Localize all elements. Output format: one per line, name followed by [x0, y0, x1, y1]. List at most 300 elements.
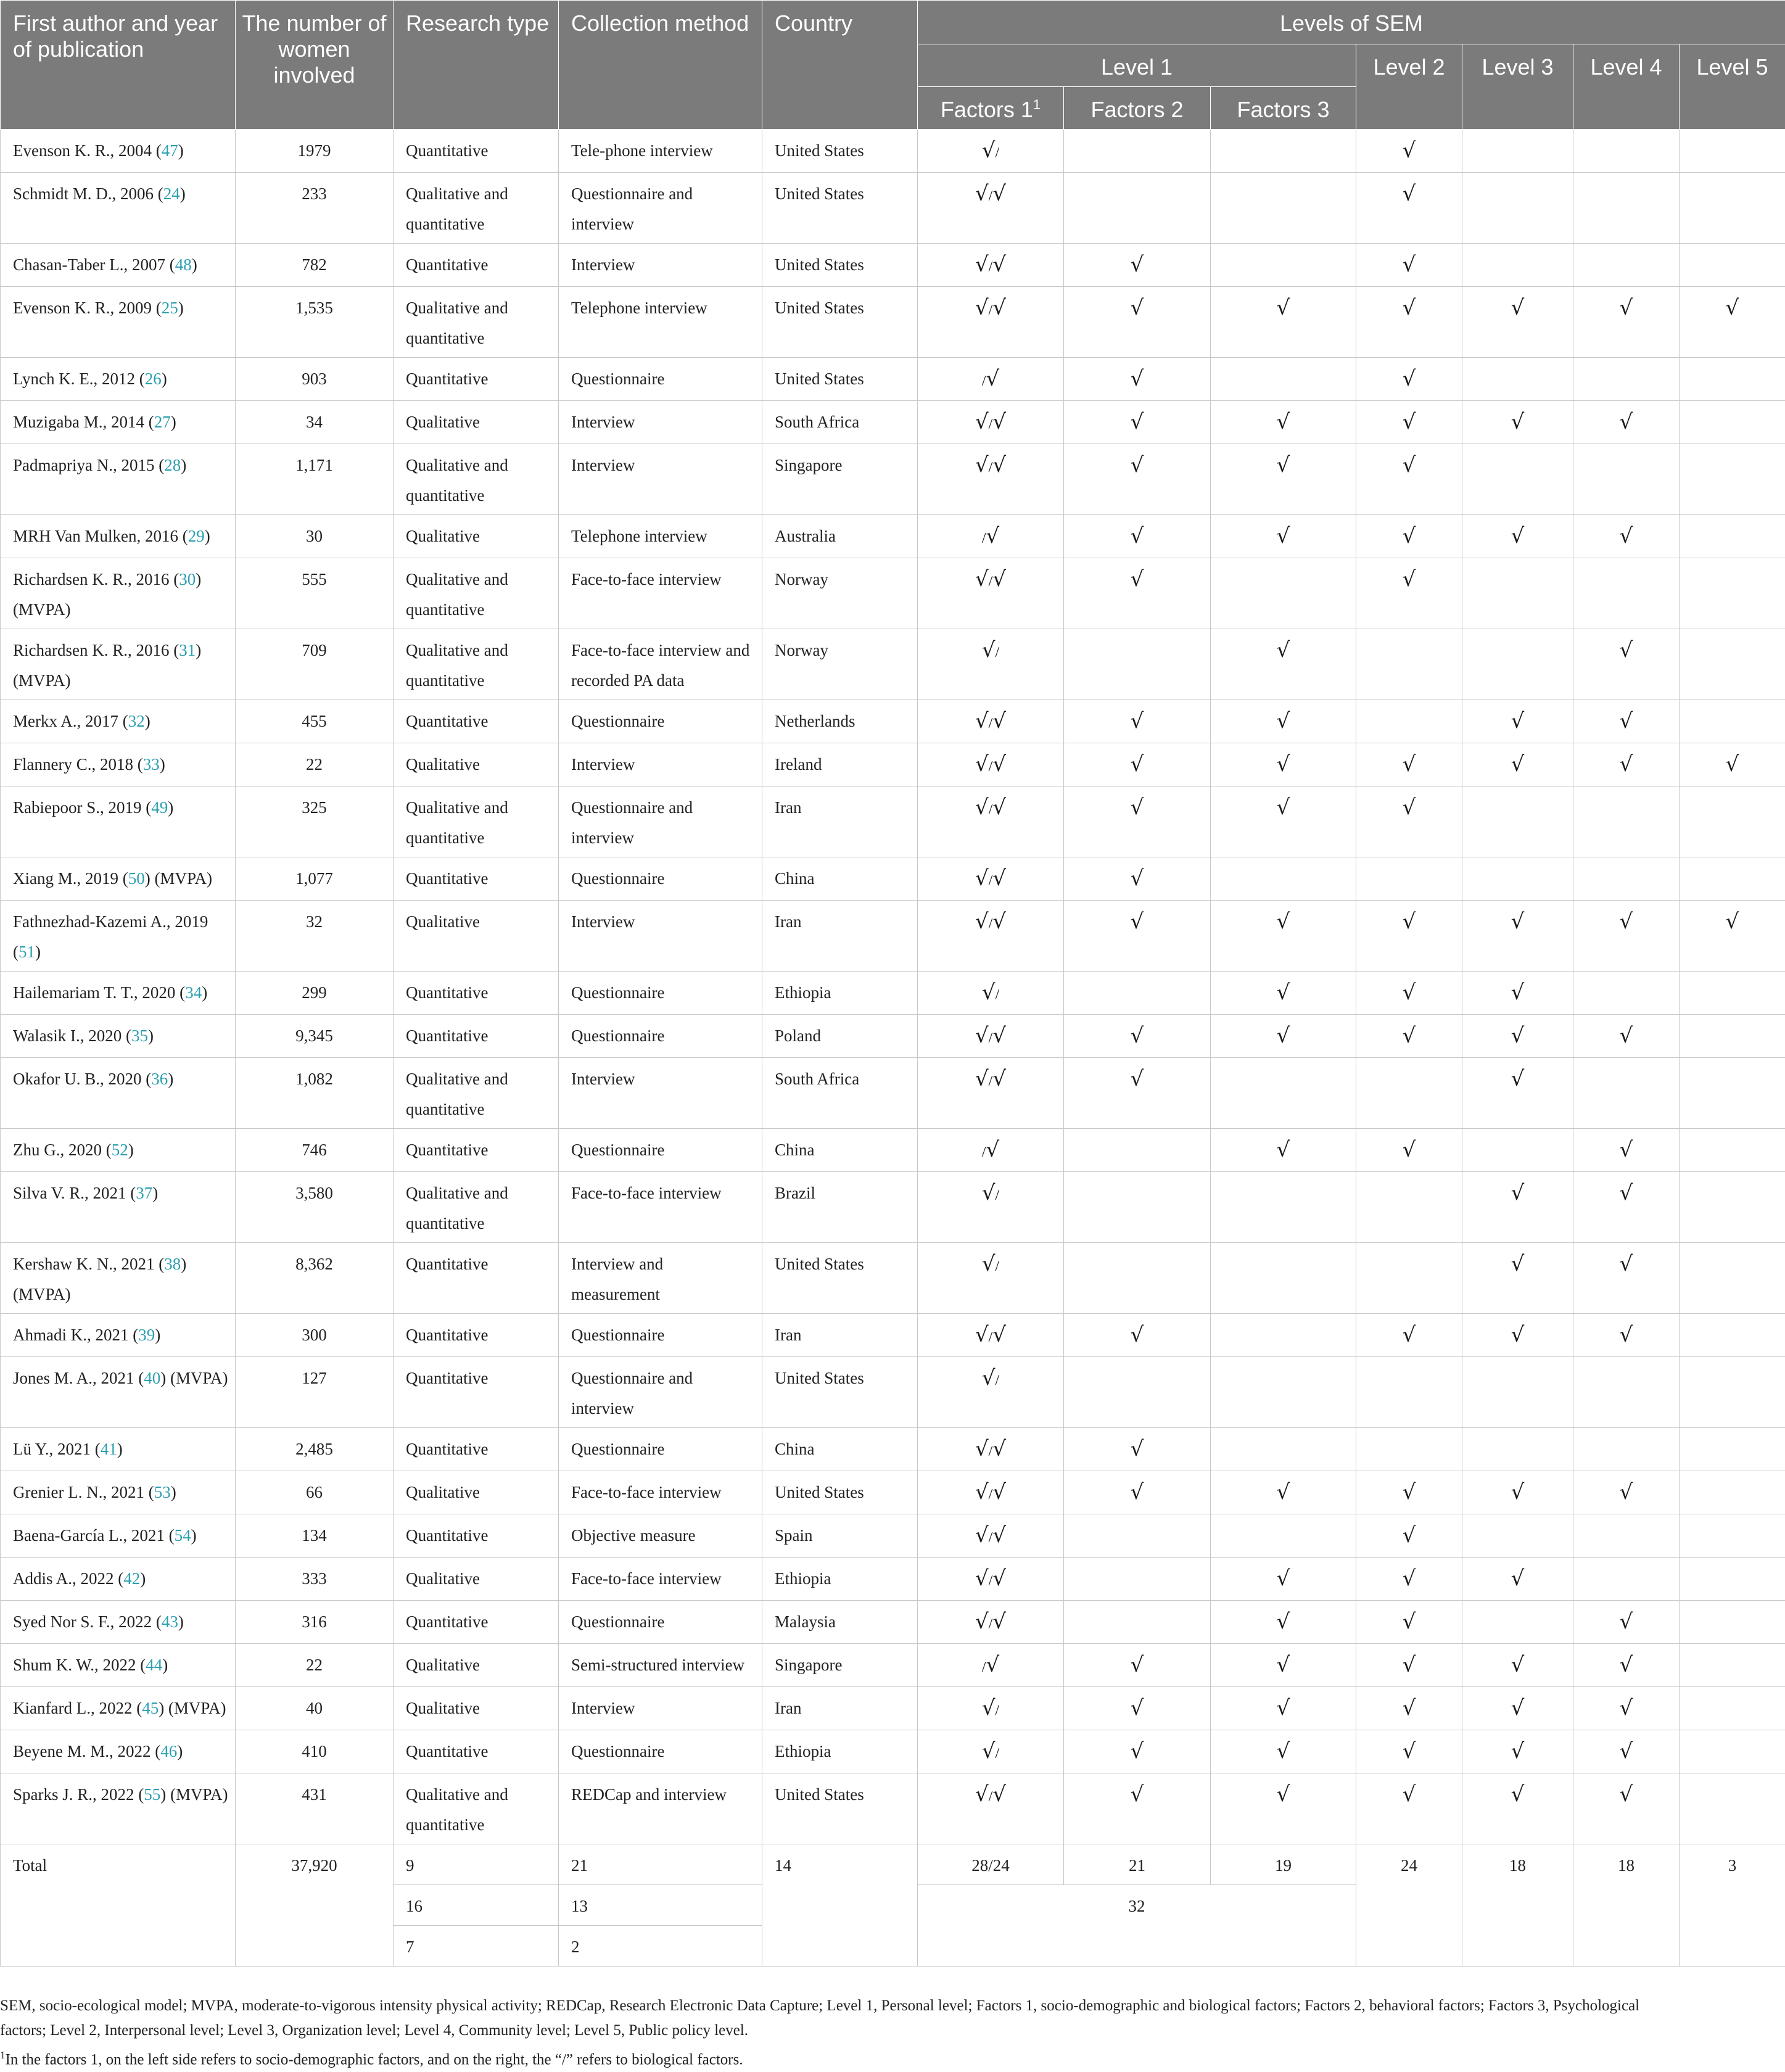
factors1-slash: / — [988, 1789, 993, 1805]
cell-f2 — [1064, 173, 1211, 244]
cell-author — [1, 1730, 236, 1773]
check-mark-right: √ — [992, 1067, 1006, 1091]
cell-l3 — [1462, 1644, 1573, 1687]
total-type — [394, 1844, 559, 1885]
cell-l2 — [1356, 743, 1462, 786]
cell-text: 18 — [1618, 1856, 1635, 1875]
cell-l4 — [1573, 401, 1680, 444]
check-mark: √ — [1511, 524, 1525, 548]
cell-l4 — [1573, 1172, 1680, 1243]
factors1-slash: / — [988, 1530, 993, 1546]
cell-text: 9,345 — [295, 1026, 333, 1045]
reference-link[interactable]: 45 — [142, 1699, 159, 1717]
cell-text: United States — [775, 255, 864, 274]
cell-l2 — [1356, 244, 1462, 287]
cell-f2 — [1064, 1129, 1211, 1172]
cell-author — [1, 130, 236, 173]
cell-f3 — [1211, 972, 1356, 1015]
cell-l5 — [1680, 1129, 1785, 1172]
cell-l3 — [1462, 1357, 1573, 1428]
check-mark: √ — [1402, 1323, 1416, 1347]
check-mark: √ — [1619, 1480, 1633, 1504]
check-mark: √ — [1130, 567, 1144, 592]
header-collection-method: Collection method — [559, 1, 762, 130]
check-mark: √ — [1725, 752, 1739, 777]
reference-link[interactable]: 25 — [161, 299, 178, 317]
cell-l2 — [1356, 287, 1462, 358]
cell-l3 — [1462, 1471, 1573, 1514]
check-mark-left: √ — [975, 1782, 989, 1807]
cell-text: 431 — [302, 1785, 327, 1804]
cell-research-type — [394, 1730, 559, 1773]
reference-link[interactable]: 27 — [154, 413, 171, 431]
check-mark: √ — [1402, 795, 1416, 820]
author-text: Chasan-Taber L., 2007 ( — [13, 255, 175, 274]
reference-link[interactable]: 31 — [179, 641, 196, 659]
author-suffix: ) — [170, 1483, 176, 1501]
cell-country — [762, 244, 918, 287]
cell-l2 — [1356, 1172, 1462, 1243]
check-mark: √ — [1402, 567, 1416, 592]
cell-collection-method — [559, 173, 762, 244]
cell-research-type — [394, 1015, 559, 1058]
cell-text: United States — [775, 1369, 864, 1387]
cell-text: Quantitative — [406, 1440, 489, 1458]
cell-l5 — [1680, 743, 1785, 786]
cell-l5 — [1680, 629, 1785, 700]
check-mark-right: √ — [986, 524, 1000, 548]
cell-text: Quantitative — [406, 869, 489, 888]
table-row — [1, 972, 1785, 1015]
table-row — [1, 358, 1785, 401]
cell-f2 — [1064, 700, 1211, 743]
check-mark: √ — [1276, 1566, 1290, 1591]
cell-text: Face-to-face interview — [571, 570, 722, 588]
cell-l3 — [1462, 972, 1573, 1015]
table-row — [1, 287, 1785, 358]
cell-f3 — [1211, 1514, 1356, 1558]
cell-text: Quantitative — [406, 983, 489, 1002]
check-mark: √ — [1130, 453, 1144, 477]
cell-l5 — [1680, 901, 1785, 972]
cell-text: Iran — [775, 1699, 802, 1717]
cell-women — [236, 1357, 394, 1428]
author-suffix: ) — [204, 527, 210, 545]
cell-factors1 — [918, 1644, 1064, 1687]
cell-text: 30 — [306, 527, 323, 545]
cell-author — [1, 1558, 236, 1601]
cell-l5 — [1680, 1015, 1785, 1058]
check-mark-left: √ — [975, 1609, 989, 1634]
header-factors1-label: Factors 1 — [940, 97, 1033, 122]
cell-research-type — [394, 901, 559, 972]
cell-author — [1, 358, 236, 401]
cell-l2 — [1356, 1058, 1462, 1129]
check-mark: √ — [1276, 909, 1290, 934]
cell-f2 — [1064, 1773, 1211, 1844]
author-text: Richardsen K. R., 2016 ( — [13, 641, 179, 659]
check-mark: √ — [1619, 295, 1633, 320]
cell-l5 — [1680, 1601, 1785, 1644]
cell-text: Qualitative and quantitative — [406, 641, 508, 690]
factors1-slash: / — [988, 1073, 993, 1089]
cell-research-type — [394, 1773, 559, 1844]
cell-f2 — [1064, 1314, 1211, 1357]
table-row — [1, 1601, 1785, 1644]
cell-country — [762, 1314, 918, 1357]
cell-country — [762, 515, 918, 558]
reference-link[interactable]: 43 — [161, 1612, 178, 1631]
cell-f2 — [1064, 358, 1211, 401]
cell-l3 — [1462, 1687, 1573, 1730]
author-text: Hailemariam T. T., 2020 ( — [13, 983, 186, 1002]
cell-text: Questionnaire — [571, 369, 665, 388]
cell-women — [236, 401, 394, 444]
cell-collection-method — [559, 700, 762, 743]
reference-link[interactable]: 37 — [136, 1184, 153, 1202]
reference-link[interactable]: 53 — [154, 1483, 171, 1501]
cell-text: Questionnaire — [571, 869, 665, 888]
cell-author — [1, 857, 236, 901]
cell-text: Questionnaire and interview — [571, 184, 693, 233]
cell-f2 — [1064, 130, 1211, 173]
table-row — [1, 901, 1785, 972]
cell-factors1 — [918, 1428, 1064, 1471]
reference-link[interactable]: 55 — [144, 1785, 161, 1804]
cell-text: Ethiopia — [775, 1742, 831, 1760]
author-text: Walasik I., 2020 ( — [13, 1026, 132, 1045]
cell-author — [1, 786, 236, 857]
author-suffix: ) — [170, 413, 176, 431]
check-mark: √ — [1130, 752, 1144, 777]
check-mark: √ — [1130, 295, 1144, 320]
cell-f2 — [1064, 1514, 1211, 1558]
reference-link[interactable]: 46 — [160, 1742, 178, 1760]
cell-l4 — [1573, 244, 1680, 287]
header-level1: Level 1 — [918, 44, 1356, 87]
cell-text: 19 — [1275, 1856, 1292, 1875]
check-mark-left: √ — [975, 1023, 989, 1048]
reference-link[interactable]: 28 — [164, 456, 181, 474]
cell-l5 — [1680, 1058, 1785, 1129]
table-row — [1, 1357, 1785, 1428]
cell-country — [762, 1514, 918, 1558]
cell-country — [762, 857, 918, 901]
cell-l4 — [1573, 1129, 1680, 1172]
cell-l2 — [1356, 1471, 1462, 1514]
check-mark: √ — [1130, 1739, 1144, 1764]
header-factors2: Factors 2 — [1064, 87, 1211, 130]
check-mark: √ — [1276, 1653, 1290, 1677]
cell-research-type — [394, 1644, 559, 1687]
author-suffix: ) — [140, 1569, 146, 1588]
factors1-slash: / — [988, 1616, 993, 1632]
reference-link[interactable]: 50 — [128, 869, 145, 888]
reference-link[interactable]: 36 — [151, 1070, 168, 1088]
reference-link[interactable]: 54 — [174, 1526, 191, 1545]
check-mark: √ — [1402, 980, 1416, 1005]
total-method — [559, 1926, 762, 1967]
cell-text: 16 — [406, 1897, 423, 1915]
cell-author — [1, 700, 236, 743]
reference-link[interactable]: 48 — [175, 255, 192, 274]
cell-text: Quantitative — [406, 255, 489, 274]
check-mark: √ — [1511, 1181, 1525, 1205]
cell-women — [236, 1428, 394, 1471]
cell-text: Questionnaire and interview — [571, 798, 693, 847]
check-mark: √ — [1402, 1739, 1416, 1764]
table-row — [1, 1129, 1785, 1172]
cell-l3 — [1462, 244, 1573, 287]
cell-text: Interview — [571, 1070, 635, 1088]
cell-l2 — [1356, 401, 1462, 444]
table-row — [1, 558, 1785, 629]
cell-l5 — [1680, 358, 1785, 401]
check-mark: √ — [1725, 295, 1739, 320]
check-mark-right: √ — [992, 1609, 1006, 1634]
cell-f3 — [1211, 1428, 1356, 1471]
cell-research-type — [394, 743, 559, 786]
cell-text: Telephone interview — [571, 299, 707, 317]
check-mark: √ — [1619, 638, 1633, 662]
reference-link[interactable]: 51 — [19, 943, 35, 961]
check-mark-right: √ — [992, 252, 1006, 277]
author-text: Schmidt M. D., 2006 ( — [13, 184, 163, 203]
factors1-slash: / — [988, 259, 993, 275]
cell-f2 — [1064, 1428, 1211, 1471]
reference-link[interactable]: 30 — [179, 570, 196, 588]
cell-l4 — [1573, 857, 1680, 901]
author-text: Kershaw K. N., 2021 ( — [13, 1255, 165, 1273]
cell-l3 — [1462, 130, 1573, 173]
cell-text: 746 — [302, 1141, 327, 1159]
total-f1 — [918, 1844, 1064, 1885]
cell-collection-method — [559, 1243, 762, 1314]
author-suffix: ) — [161, 369, 167, 388]
cell-text: Questionnaire — [571, 1326, 665, 1344]
check-mark: √ — [1402, 1023, 1416, 1048]
cell-f2 — [1064, 1015, 1211, 1058]
cell-text: Quantitative — [406, 1141, 489, 1159]
check-mark: √ — [1276, 1696, 1290, 1720]
cell-f3 — [1211, 1558, 1356, 1601]
author-suffix: ) — [117, 1440, 123, 1458]
reference-link[interactable]: 40 — [144, 1369, 161, 1387]
cell-l3 — [1462, 700, 1573, 743]
cell-text: 2,485 — [295, 1440, 333, 1458]
author-suffix: ) — [152, 1184, 159, 1202]
author-text: Xiang M., 2019 ( — [13, 869, 128, 888]
reference-link[interactable]: 24 — [163, 184, 180, 203]
check-mark-left: √ — [975, 1323, 989, 1347]
table-header — [1, 1, 1785, 130]
reference-link[interactable]: 44 — [146, 1656, 163, 1674]
cell-text: Interview — [571, 912, 635, 931]
cell-text: 18 — [1509, 1856, 1526, 1875]
check-mark: √ — [1619, 1323, 1633, 1347]
cell-collection-method — [559, 358, 762, 401]
cell-research-type — [394, 358, 559, 401]
cell-text: Qualitative and quantitative — [406, 299, 508, 347]
cell-text: 8,362 — [295, 1255, 333, 1273]
total-method — [559, 1844, 762, 1885]
factors1-slash: / — [995, 1258, 1000, 1274]
cell-country — [762, 1471, 918, 1514]
cell-research-type — [394, 1357, 559, 1428]
cell-text: Qualitative — [406, 1699, 480, 1717]
header-level3: Level 3 — [1462, 44, 1573, 130]
check-mark-left: √ — [981, 1252, 996, 1276]
check-mark: √ — [1402, 1653, 1416, 1677]
cell-factors1 — [918, 358, 1064, 401]
cell-f2 — [1064, 1644, 1211, 1687]
cell-country — [762, 629, 918, 700]
cell-collection-method — [559, 244, 762, 287]
header-level4: Level 4 — [1573, 44, 1680, 130]
author-suffix: ) (MVPA) — [13, 641, 202, 690]
cell-country — [762, 1428, 918, 1471]
check-mark: √ — [1511, 410, 1525, 434]
table-row — [1, 857, 1785, 901]
factors1-slash: / — [988, 188, 993, 204]
reference-link[interactable]: 49 — [151, 798, 168, 817]
total-country — [762, 1844, 918, 1967]
cell-women — [236, 1172, 394, 1243]
cell-l4 — [1573, 1558, 1680, 1601]
cell-l3 — [1462, 1243, 1573, 1314]
cell-research-type — [394, 1129, 559, 1172]
cell-country — [762, 1357, 918, 1428]
cell-collection-method — [559, 1428, 762, 1471]
reference-link[interactable]: 33 — [142, 755, 160, 774]
cell-country — [762, 700, 918, 743]
factors1-slash: / — [988, 574, 993, 590]
author-text: Syed Nor S. F., 2022 ( — [13, 1612, 162, 1631]
check-mark: √ — [1276, 453, 1290, 477]
cell-text: Iran — [775, 798, 802, 817]
reference-link[interactable]: 42 — [123, 1569, 141, 1588]
cell-factors1 — [918, 1172, 1064, 1243]
cell-l2 — [1356, 1558, 1462, 1601]
cell-text: Qualitative — [406, 1656, 480, 1674]
check-mark-left: √ — [981, 1739, 996, 1764]
cell-women — [236, 1773, 394, 1844]
check-mark: √ — [1619, 752, 1633, 777]
reference-link[interactable]: 52 — [111, 1141, 128, 1159]
check-mark-right: √ — [992, 1566, 1006, 1591]
reference-link[interactable]: 32 — [128, 712, 145, 730]
reference-link[interactable]: 35 — [131, 1026, 149, 1045]
check-mark: √ — [1130, 909, 1144, 934]
cell-women — [236, 558, 394, 629]
factors1-slash: / — [988, 302, 993, 318]
reference-link[interactable]: 26 — [144, 369, 162, 388]
cell-text: Tele-phone interview — [571, 141, 713, 160]
cell-text: Interview and measurement — [571, 1255, 664, 1303]
cell-collection-method — [559, 1558, 762, 1601]
cell-l3 — [1462, 743, 1573, 786]
total-l5 — [1680, 1844, 1785, 1967]
cell-research-type — [394, 130, 559, 173]
cell-l4 — [1573, 1243, 1680, 1314]
reference-link[interactable]: 29 — [188, 527, 205, 545]
cell-author — [1, 1314, 236, 1357]
cell-women — [236, 287, 394, 358]
cell-text: 32 — [1128, 1897, 1145, 1915]
check-mark: √ — [1130, 709, 1144, 733]
check-mark: √ — [1402, 295, 1416, 320]
author-text: Lynch K. E., 2012 ( — [13, 369, 145, 388]
author-text: Jones M. A., 2021 ( — [13, 1369, 144, 1387]
cell-women — [236, 1471, 394, 1514]
cell-women — [236, 972, 394, 1015]
check-mark-right: √ — [992, 795, 1006, 820]
cell-collection-method — [559, 558, 762, 629]
cell-f2 — [1064, 786, 1211, 857]
check-mark: √ — [1130, 1023, 1144, 1048]
cell-text: 1979 — [297, 141, 331, 160]
cell-author — [1, 1644, 236, 1687]
cell-text: Questionnaire — [571, 1141, 665, 1159]
cell-l3 — [1462, 515, 1573, 558]
reference-link[interactable]: 38 — [164, 1255, 181, 1273]
check-mark: √ — [1130, 410, 1144, 434]
reference-link[interactable]: 47 — [161, 141, 178, 160]
cell-l2 — [1356, 1601, 1462, 1644]
reference-link[interactable]: 34 — [185, 983, 202, 1002]
cell-author — [1, 1015, 236, 1058]
cell-text: Quantitative — [406, 1255, 489, 1273]
cell-text: Iran — [775, 1326, 802, 1344]
author-text: Okafor U. B., 2020 ( — [13, 1070, 152, 1088]
cell-author — [1, 1514, 236, 1558]
cell-f3 — [1211, 743, 1356, 786]
cell-l2 — [1356, 1687, 1462, 1730]
cell-l5 — [1680, 700, 1785, 743]
cell-women — [236, 1058, 394, 1129]
reference-link[interactable]: 41 — [100, 1440, 117, 1458]
cell-text: Qualitative — [406, 755, 480, 774]
check-mark-right: √ — [992, 410, 1006, 434]
cell-factors1 — [918, 130, 1064, 173]
reference-link[interactable]: 39 — [138, 1326, 155, 1344]
check-mark-right: √ — [992, 181, 1006, 206]
cell-text: Face-to-face interview — [571, 1483, 722, 1501]
check-mark: √ — [1402, 1523, 1416, 1548]
cell-women — [236, 901, 394, 972]
cell-country — [762, 558, 918, 629]
cell-text: Ethiopia — [775, 983, 831, 1002]
cell-l4 — [1573, 287, 1680, 358]
check-mark: √ — [1619, 1023, 1633, 1048]
cell-country — [762, 1558, 918, 1601]
cell-author — [1, 1687, 236, 1730]
cell-l5 — [1680, 1687, 1785, 1730]
author-text: Richardsen K. R., 2016 ( — [13, 570, 179, 588]
factors1-slash: / — [988, 460, 993, 476]
author-text: Flannery C., 2018 ( — [13, 755, 143, 774]
cell-f2 — [1064, 1687, 1211, 1730]
cell-l2 — [1356, 1773, 1462, 1844]
author-text: Addis A., 2022 ( — [13, 1569, 124, 1588]
cell-text: Total — [13, 1856, 47, 1875]
cell-l3 — [1462, 1314, 1573, 1357]
cell-text: Quantitative — [406, 1526, 489, 1545]
cell-l5 — [1680, 857, 1785, 901]
cell-research-type — [394, 1601, 559, 1644]
cell-collection-method — [559, 130, 762, 173]
check-mark: √ — [1511, 909, 1525, 934]
